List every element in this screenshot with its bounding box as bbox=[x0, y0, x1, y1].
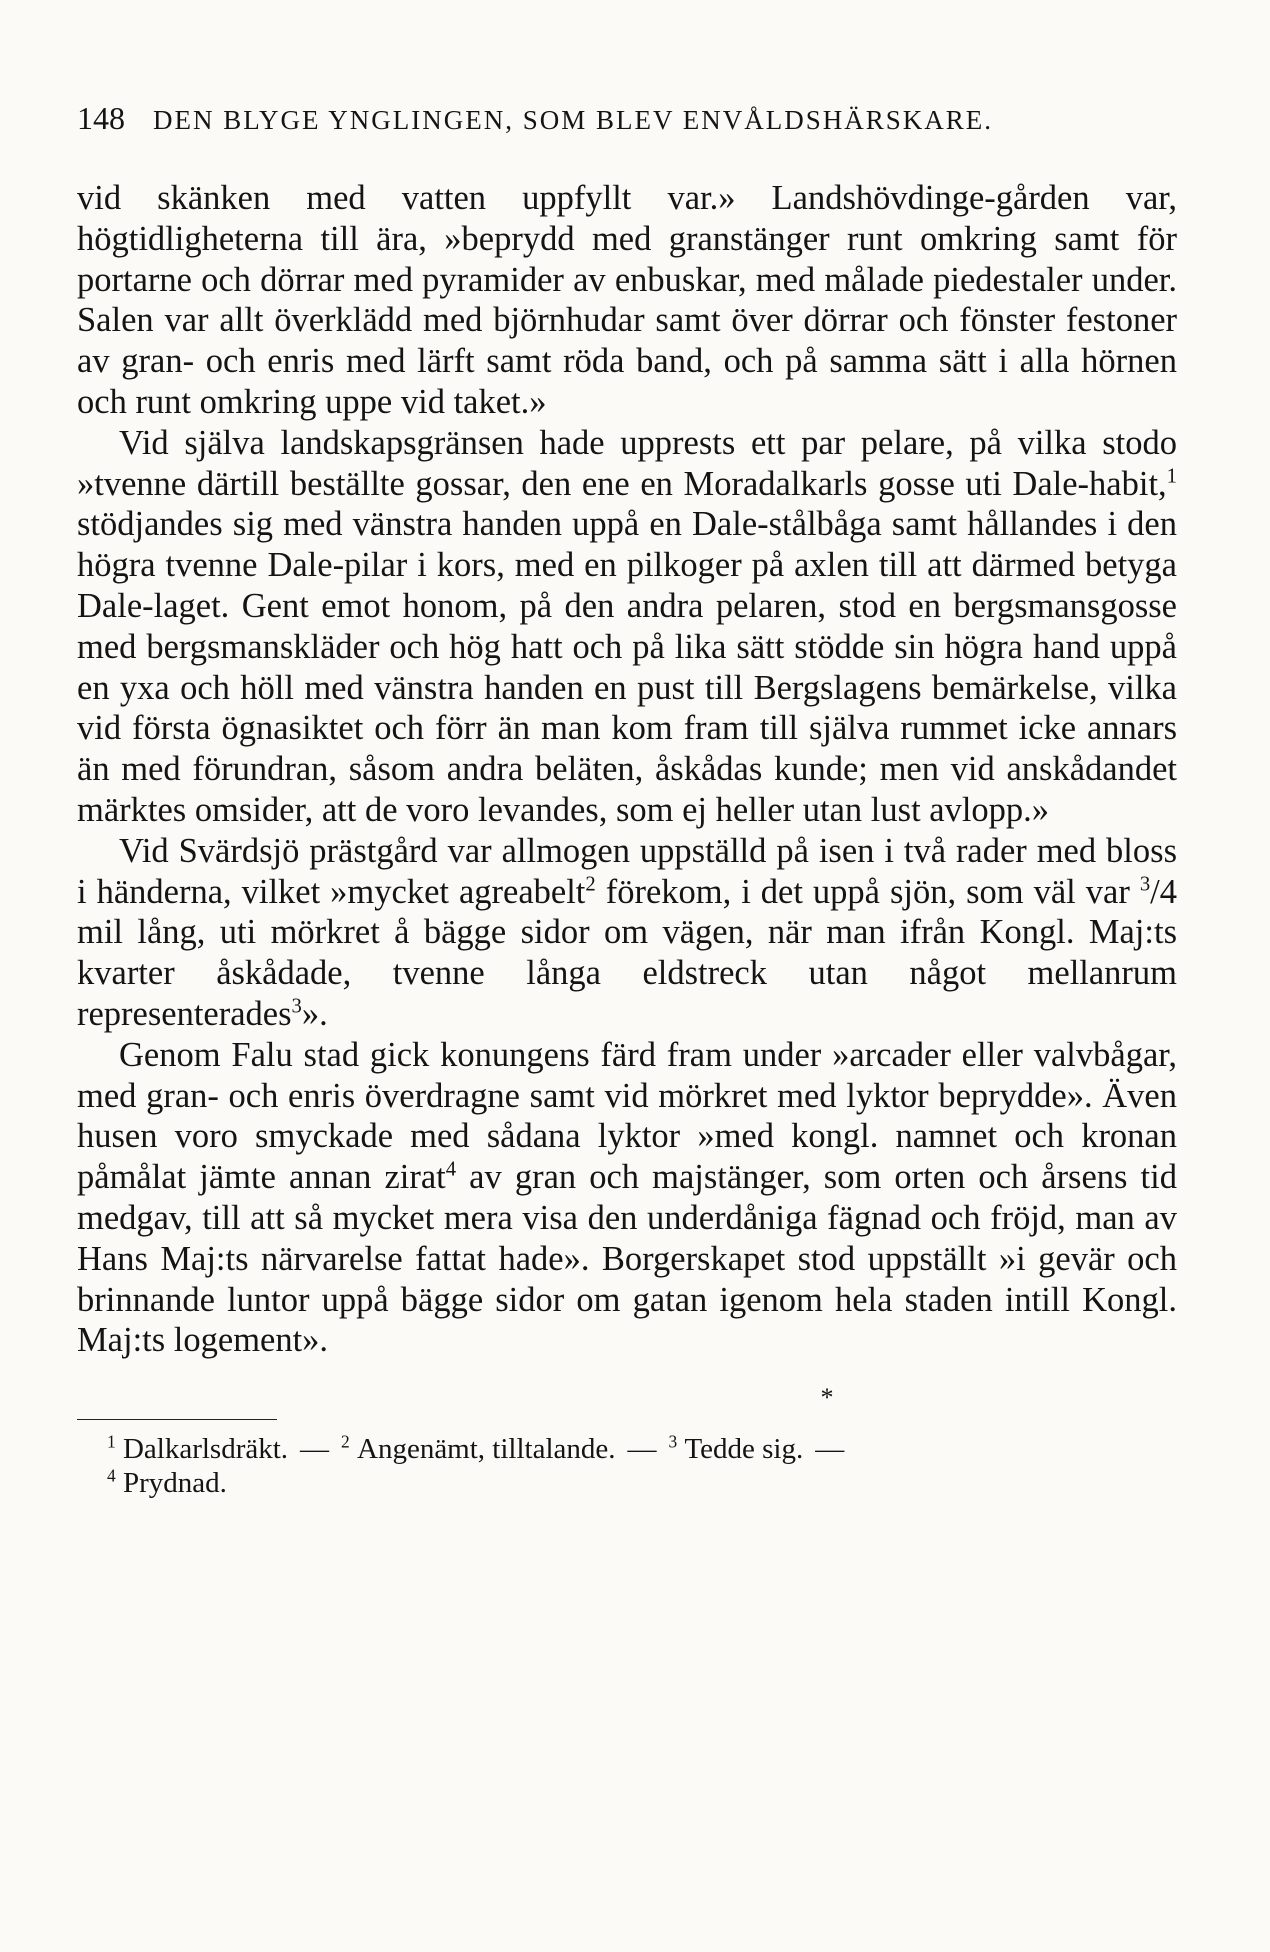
text-run: av gran och majstänger, som orten och årsens tid medgav, till att så mycket mera visa den underdåniga fägnad och fröjd, man av Hans Maj:ts närvarelse fattat hade». Borgerskapet stod uppställt »i gevär och brinnande luntor uppå bägge sidor om gatan igenom hela staden intill Kongl. Maj:ts logement». bbox=[77, 1158, 1177, 1360]
footnote-marker: 3 bbox=[291, 995, 302, 1018]
footnote-marker: 3 bbox=[1139, 873, 1151, 896]
footnote-rule bbox=[77, 1419, 277, 1420]
paragraph bbox=[77, 1035, 1177, 1361]
footnote-separator: — bbox=[300, 1433, 330, 1466]
text-run: ». bbox=[301, 994, 328, 1033]
footnote-line-2 bbox=[107, 1466, 1177, 1500]
footnote-marker: 4 bbox=[445, 1158, 457, 1181]
page-number: 148 bbox=[77, 100, 125, 136]
text-run: vid skänken med vatten uppfyllt var.» Landshövdinge-gården var, högtidligheterna till ära, »beprydd med granstänger runt omkring samt för portarne och dörrar med pyramider av enbuskar, med målade piedestaler under. Salen var allt överklädd med björnhudar samt över dörrar och fönster festoner av gran- och enris med lärft samt röda band, och på samma sätt i alla hörnen och runt omkring uppe vid taket.» bbox=[77, 179, 1177, 421]
section-mark: * bbox=[820, 1383, 834, 1413]
text-run: Genom Falu stad gick konungens färd fram under »arcader eller valvbågar, med gran- och enris överdragne samt vid mörkret med lyktor beprydde». Även husen voro smyckade med sådana lyktor »med kongl. namnet och kronan påmålat jämte annan zirat bbox=[77, 1035, 1177, 1197]
paragraph bbox=[77, 178, 1177, 423]
footnote-marker: 2 bbox=[585, 873, 596, 896]
paragraph bbox=[77, 831, 1177, 1035]
paragraph bbox=[77, 423, 1177, 831]
running-title: DEN BLYGE YNGLINGEN, SOM BLEV ENVÅLDSHÄRSKARE. bbox=[153, 105, 994, 135]
footnote-1: $^1$ Dalkarlsdräkt. bbox=[107, 1431, 289, 1466]
footnote-line-1 bbox=[107, 1432, 1177, 1466]
text-run: Vid Svärdsjö prästgård var allmogen uppställd på isen i två rader med bloss i händerna, vilket »mycket agreabelt bbox=[77, 831, 1177, 911]
body-text bbox=[77, 178, 1177, 1361]
text-run: förekom, i det uppå sjön, som väl var bbox=[595, 872, 1140, 911]
text-run: /4 mil lång, uti mörkret å bägge sidor om vägen, när man ifrån Kongl. Maj:ts kvarter åskådade, tvenne långa eldstreck utan något mellanrum representerades bbox=[77, 872, 1177, 1033]
book-page bbox=[77, 100, 1177, 1500]
footnotes bbox=[77, 1432, 1177, 1500]
footnote-4: $^4$ Prydnad. bbox=[107, 1465, 227, 1500]
footnote-separator: — bbox=[627, 1433, 657, 1466]
footnote-3: $^3$ Tedde sig. bbox=[668, 1431, 804, 1466]
footnote-marker: 1 bbox=[1166, 465, 1177, 488]
running-head bbox=[77, 100, 1177, 150]
text-run: stödjandes sig med vänstra handen uppå en Dale-stålbåga samt hållandes i den högra tvenne Dale-pilar i kors, med en pilkoger på axlen till att därmed betyga Dale-laget. Gent emot honom, på den andra pelaren, stod en bergsmansgosse med bergsmanskläder och hög hatt och på lika sätt stödde sin högra hand uppå en yxa och höll med vänstra handen en pust till Bergslagens bemärkelse, vilka vid första ögnasiktet och förr än man kom fram till själva rummet icke annars än med förundran, såsom andra beläten, åskådas kunde; men vid anskådandet märktes omsider, att de voro levandes, som ej heller utan lust avlopp.» bbox=[77, 505, 1177, 829]
text-run: Vid själva landskapsgränsen hade upprests ett par pelare, på vilka stodo »tvenne därtill beställte gossar, den ene en Moradalkarls gosse uti Dale-habit, bbox=[77, 423, 1177, 503]
footnote-separator: — bbox=[815, 1433, 845, 1466]
footnote-2: $^2$ Angenämt, tilltalande. bbox=[341, 1431, 616, 1466]
